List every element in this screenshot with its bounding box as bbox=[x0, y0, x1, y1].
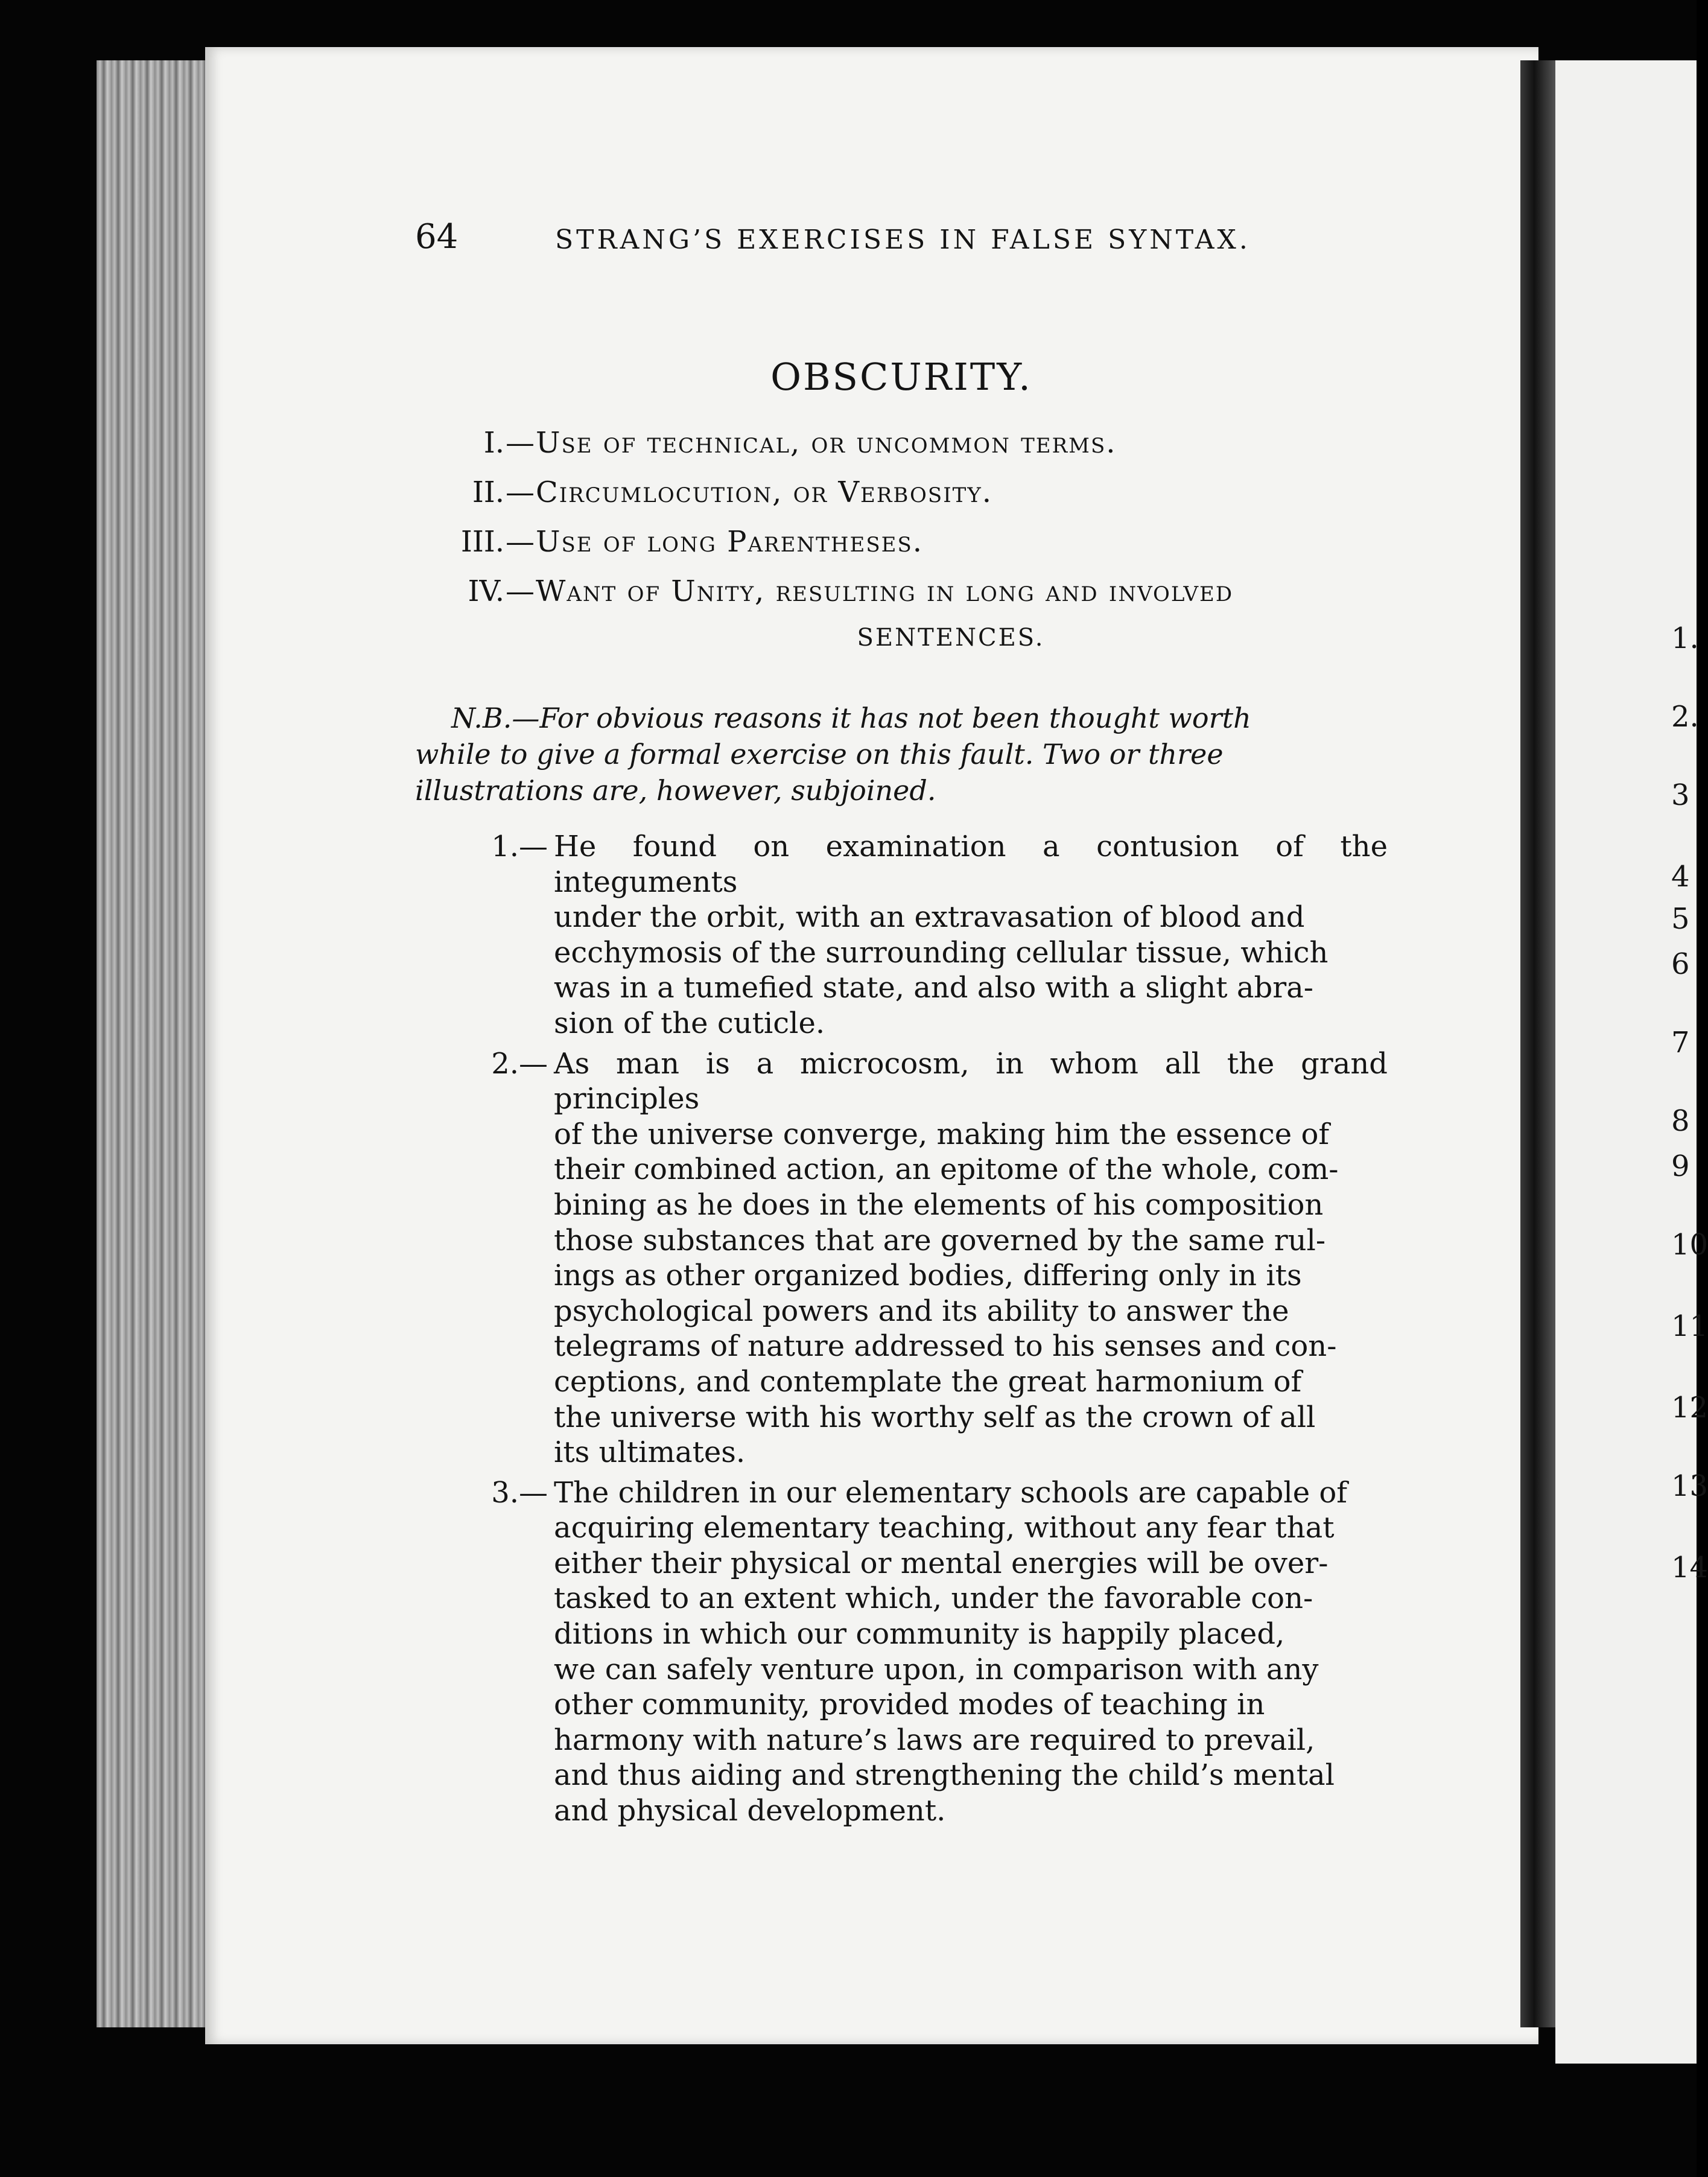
example-text bbox=[554, 1475, 1388, 1829]
note-line: illustrations are, however, subjoined. bbox=[415, 774, 936, 807]
page-number: 64 bbox=[415, 217, 459, 256]
adjacent-page-number: 11 bbox=[1671, 1309, 1708, 1343]
example-number: 2.— bbox=[491, 1046, 548, 1081]
head-item bbox=[414, 525, 1403, 574]
head-number: IV. bbox=[468, 574, 504, 608]
adjacent-page bbox=[1555, 60, 1697, 2064]
example-line: As man is a microcosm, in whom all the grand principles bbox=[554, 1046, 1388, 1116]
example-item bbox=[415, 1046, 1388, 1470]
note-paragraph bbox=[415, 700, 1388, 809]
note-line: N.B.—For obvious reasons it has not been thought worth bbox=[451, 702, 1251, 734]
example-line: other community, provided modes of teaching in bbox=[554, 1688, 1265, 1722]
head-text: —Use of technical, or uncommon terms. bbox=[506, 426, 1117, 460]
adjacent-page-number: 1. bbox=[1671, 621, 1699, 655]
examples-list bbox=[415, 829, 1388, 1834]
example-text bbox=[554, 1046, 1388, 1470]
example-text bbox=[554, 829, 1388, 1041]
example-line: was in a tumefied state, and also with a slight abra- bbox=[554, 971, 1313, 1005]
example-line: ecchymosis of the surrounding cellular tissue, which bbox=[554, 935, 1329, 970]
example-line: under the orbit, with an extravasation of blood and bbox=[554, 900, 1305, 935]
adjacent-page-number: 12 bbox=[1671, 1391, 1708, 1425]
example-line: psychological powers and its ability to answer the bbox=[554, 1294, 1289, 1328]
example-line: He found on examination a contusion of the integuments bbox=[554, 830, 1388, 899]
example-number: 3.— bbox=[491, 1475, 548, 1510]
example-line: sion of the cuticle. bbox=[554, 1006, 825, 1040]
head-continuation: SENTENCES. bbox=[857, 624, 1045, 652]
head-number: I. bbox=[483, 426, 504, 460]
adjacent-page-number: 9 bbox=[1671, 1149, 1690, 1183]
example-line: their combined action, an epitome of the whole, com- bbox=[554, 1152, 1339, 1187]
example-line: acquiring elementary teaching, without any fear that bbox=[554, 1511, 1335, 1545]
running-title: STRANG’S EXERCISES IN FALSE SYNTAX. bbox=[555, 224, 1251, 255]
section-title: OBSCURITY. bbox=[770, 355, 1032, 399]
example-line: of the universe converge, making him the essence of bbox=[554, 1117, 1330, 1151]
example-line: telegrams of nature addressed to his senses and con- bbox=[554, 1329, 1337, 1364]
example-line: The children in our elementary schools are capable of bbox=[554, 1475, 1348, 1510]
head-number: III. bbox=[460, 525, 504, 559]
running-head bbox=[415, 217, 1266, 259]
heads-list bbox=[414, 426, 1403, 672]
example-line: either their physical or mental energies will be over- bbox=[554, 1546, 1329, 1580]
adjacent-page-number: 4 bbox=[1671, 860, 1690, 894]
adjacent-page-number: 8 bbox=[1671, 1104, 1690, 1138]
example-item bbox=[415, 829, 1388, 1041]
example-line: the universe with his worthy self as the crown of all bbox=[554, 1400, 1316, 1434]
adjacent-page-number: 2. bbox=[1671, 700, 1699, 734]
example-line: ings as other organized bodies, differing only in its bbox=[554, 1259, 1302, 1293]
example-line: harmony with nature’s laws are required to prevail, bbox=[554, 1723, 1315, 1757]
head-item bbox=[414, 426, 1403, 475]
adjacent-page-number: 6 bbox=[1671, 947, 1690, 981]
adjacent-page-number: 14 bbox=[1671, 1551, 1708, 1584]
example-line: those substances that are governed by the same rul- bbox=[554, 1223, 1326, 1257]
adjacent-page-number: 7 bbox=[1671, 1026, 1690, 1060]
head-text: —Use of long Parentheses. bbox=[506, 525, 923, 559]
head-item bbox=[414, 475, 1403, 525]
adjacent-page-number: 3 bbox=[1671, 778, 1690, 812]
example-line: and thus aiding and strengthening the child’s mental bbox=[554, 1758, 1335, 1793]
head-text: —Want of Unity, resulting in long and involved bbox=[506, 574, 1234, 608]
example-line: ceptions, and contemplate the great harmonium of bbox=[554, 1364, 1302, 1399]
head-number: II. bbox=[472, 475, 504, 509]
book-page-edges bbox=[97, 60, 217, 2027]
example-number: 1.— bbox=[491, 830, 548, 863]
example-line: ditions in which our community is happily placed, bbox=[554, 1617, 1285, 1651]
example-line: and physical development. bbox=[554, 1794, 946, 1828]
example-item bbox=[415, 1475, 1388, 1829]
example-line: tasked to an extent which, under the favorable con- bbox=[554, 1581, 1313, 1616]
adjacent-page-number: 5 bbox=[1671, 902, 1690, 936]
example-line: we can safely venture upon, in comparison with any bbox=[554, 1652, 1319, 1686]
adjacent-page-number: 13 bbox=[1671, 1469, 1708, 1503]
head-text: —Circumlocution, or Verbosity. bbox=[506, 475, 993, 509]
adjacent-page-number: 10 bbox=[1671, 1228, 1708, 1262]
example-line: its ultimates. bbox=[554, 1435, 746, 1470]
example-line: bining as he does in the elements of his composition bbox=[554, 1187, 1324, 1222]
head-item bbox=[414, 574, 1403, 624]
book-gutter bbox=[1520, 60, 1555, 2027]
note-line: while to give a formal exercise on this fault. Two or three bbox=[415, 738, 1224, 771]
